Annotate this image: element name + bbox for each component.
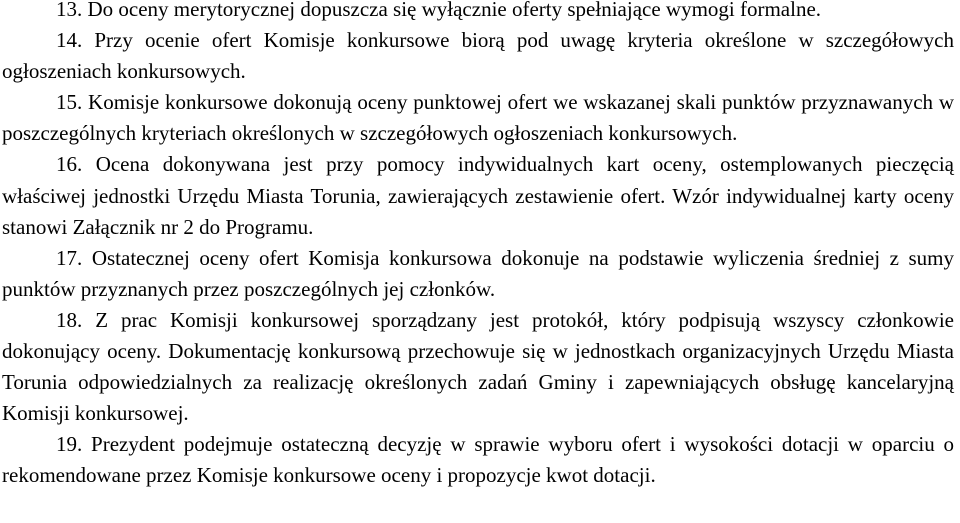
paragraph-number: 17. xyxy=(56,245,83,270)
paragraph-19 xyxy=(2,429,954,491)
paragraph-15 xyxy=(2,87,954,149)
paragraph-text: Prezydent podejmuje ostateczną decyzję w sprawie wyboru ofert i wysokości dotacji w oparciu o rekomendowane przez Komisje konkursowe oceny i propozycje kwot dotacji. xyxy=(2,432,955,488)
paragraph-text: Z prac Komisji konkursowej sporządzany jest protokół, który podpisują wszyscy członkowie dokonujący oceny. Dokumentację konkursową przechowuje się w jednostkach organizacyjnych Urzędu Miasta Torunia odpowiedzialnych za realizację określonych zadań Gminy i zapewniających obsługę kancelaryjną Komisji konkursowej. xyxy=(2,307,955,426)
paragraph-13 xyxy=(2,0,954,25)
paragraph-number: 18. xyxy=(56,307,83,332)
paragraph-text: Ocena dokonywana jest przy pomocy indywidualnych kart oceny, ostemplowanych pieczęcią właściwej jednostki Urzędu Miasta Torunia, zawierających zestawienie ofert. Wzór indywidualnej karty oceny stanowi Załącznik nr 2 do Programu. xyxy=(2,152,955,239)
paragraph-text: Komisje konkursowe dokonują oceny punktowej ofert we wskazanej skali punktów przyznawanych w poszczególnych kryteriach określonych w szczegółowych ogłoszeniach konkursowych. xyxy=(2,90,954,146)
paragraph-16 xyxy=(2,149,954,242)
paragraph-text: Przy ocenie ofert Komisje konkursowe biorą pod uwagę kryteria określone w szczegółowych ogłoszeniach konkursowych. xyxy=(2,28,955,84)
paragraph-text: Ostatecznej oceny ofert Komisja konkursowa dokonuje na podstawie wyliczenia średniej z sumy punktów przyznanych przez poszczególnych jej członków. xyxy=(2,245,954,301)
paragraph-18 xyxy=(2,305,954,429)
paragraph-number: 13. xyxy=(56,0,83,21)
paragraph-number: 16. xyxy=(56,152,83,177)
paragraph-number: 19. xyxy=(56,432,83,457)
paragraph-number: 15. xyxy=(56,90,83,115)
paragraph-14 xyxy=(2,25,954,87)
paragraph-text: Do oceny merytorycznej dopuszcza się wyłącznie oferty spełniające wymogi formalne. xyxy=(87,0,822,21)
paragraph-17 xyxy=(2,243,954,305)
paragraph-number: 14. xyxy=(56,28,83,53)
